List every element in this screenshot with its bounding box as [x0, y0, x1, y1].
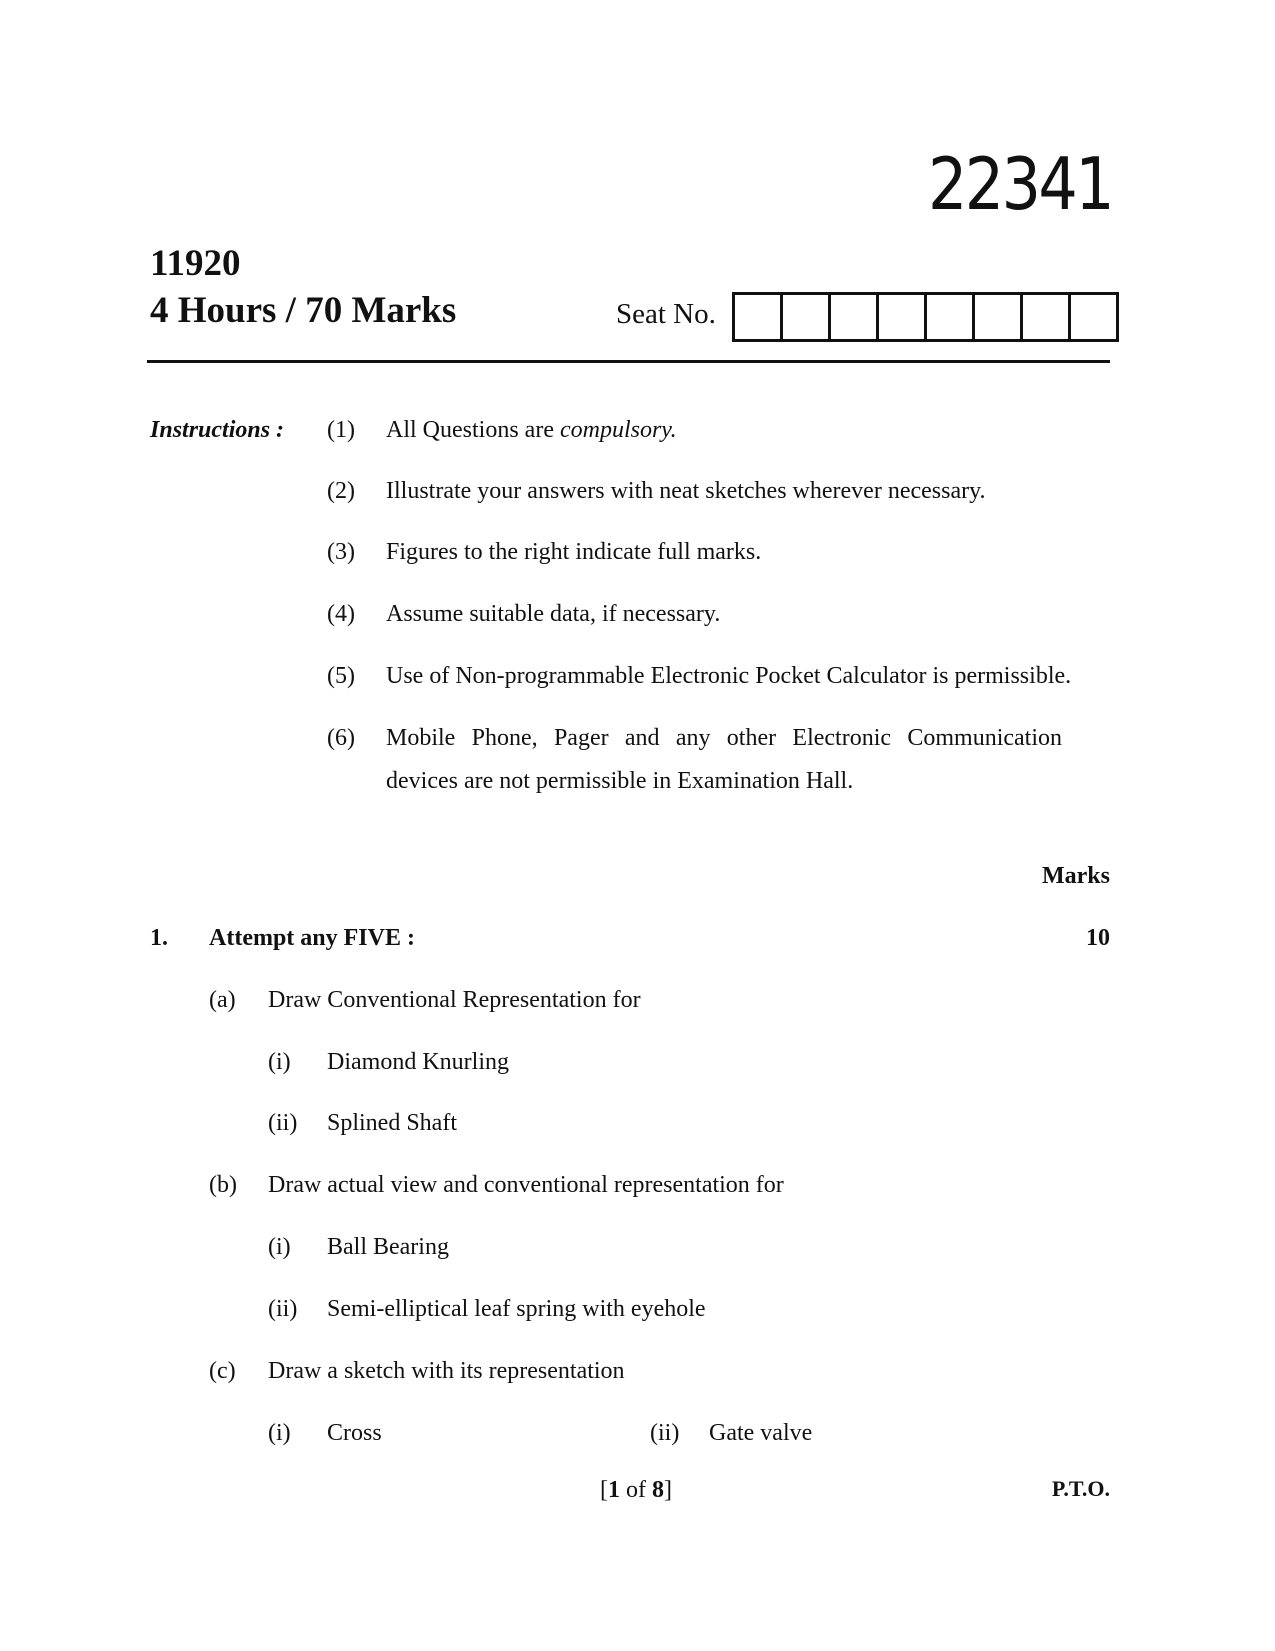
instruction-number: (3): [327, 539, 355, 565]
seat-number-box[interactable]: [879, 295, 927, 339]
question-number: 1.: [150, 925, 168, 951]
instruction-text: [386, 418, 677, 442]
item-text: Diamond Knurling: [327, 1049, 509, 1075]
instruction-number: (5): [327, 663, 355, 689]
header-divider: [147, 360, 1110, 363]
item-label: (ii): [650, 1420, 680, 1446]
item-text: Ball Bearing: [327, 1234, 449, 1260]
part-label: (c): [209, 1358, 236, 1384]
seat-number-box[interactable]: [975, 295, 1023, 339]
item-label: (ii): [268, 1296, 298, 1322]
question-marks: 10: [1086, 925, 1110, 951]
please-turn-over: P.T.O.: [1051, 1476, 1110, 1501]
page-of: of: [620, 1477, 652, 1503]
seat-number-box[interactable]: [1071, 295, 1116, 339]
instruction-text: Use of Non-programmable Electronic Pocket Calculator is permissible.: [386, 663, 1072, 689]
instruction-number: (1): [327, 417, 355, 443]
question-title: Attempt any FIVE :: [209, 925, 415, 951]
instruction-text: Assume suitable data, if necessary.: [386, 601, 721, 627]
instruction-text-emphasis: compulsory.: [559, 417, 677, 443]
seat-number-box[interactable]: [783, 295, 831, 339]
page-bracket-open: [: [600, 1477, 608, 1503]
item-text: Splined Shaft: [327, 1110, 457, 1136]
item-label: (i): [268, 1420, 291, 1446]
instruction-number: (6): [327, 725, 355, 751]
instruction-number: (4): [327, 601, 355, 627]
instruction-text-continued: devices are not permissible in Examination Hall.: [386, 768, 854, 794]
page-current: 1: [608, 1477, 620, 1503]
subject-code: 22341: [927, 142, 1112, 226]
instruction-text-part: All Questions are: [386, 417, 560, 443]
item-text: Gate valve: [709, 1420, 813, 1446]
part-text: Draw Conventional Representation for: [268, 987, 641, 1013]
seat-number-box[interactable]: [1023, 295, 1071, 339]
part-label: (a): [209, 987, 236, 1013]
item-label: (i): [268, 1234, 291, 1260]
part-text: Draw a sketch with its representation: [268, 1358, 625, 1384]
exam-code: 11920: [150, 243, 241, 284]
part-text: Draw actual view and conventional representation for: [268, 1172, 784, 1198]
marks-column-header: Marks: [1042, 863, 1110, 889]
page-total: 8: [652, 1477, 664, 1503]
page-indicator: [600, 1478, 672, 1502]
item-label: (i): [268, 1049, 291, 1075]
item-text: Semi-elliptical leaf spring with eyehole: [327, 1296, 706, 1322]
instruction-text: Illustrate your answers with neat sketches wherever necessary.: [386, 478, 986, 504]
page-bracket-close: ]: [664, 1477, 672, 1503]
seat-number-box[interactable]: [735, 295, 783, 339]
item-text: Cross: [327, 1420, 382, 1446]
instruction-number: (2): [327, 478, 355, 504]
instruction-text: Mobile Phone, Pager and any other Electronic Communication: [386, 725, 1062, 751]
seat-number-box[interactable]: [927, 295, 975, 339]
seat-number-label: Seat No.: [616, 298, 716, 330]
duration-marks: 4 Hours / 70 Marks: [150, 290, 457, 331]
part-label: (b): [209, 1172, 237, 1198]
item-label: (ii): [268, 1110, 298, 1136]
seat-number-boxes: [732, 292, 1119, 342]
instruction-text: Figures to the right indicate full marks.: [386, 539, 762, 565]
seat-number-box[interactable]: [831, 295, 879, 339]
instructions-title: Instructions :: [150, 417, 285, 443]
